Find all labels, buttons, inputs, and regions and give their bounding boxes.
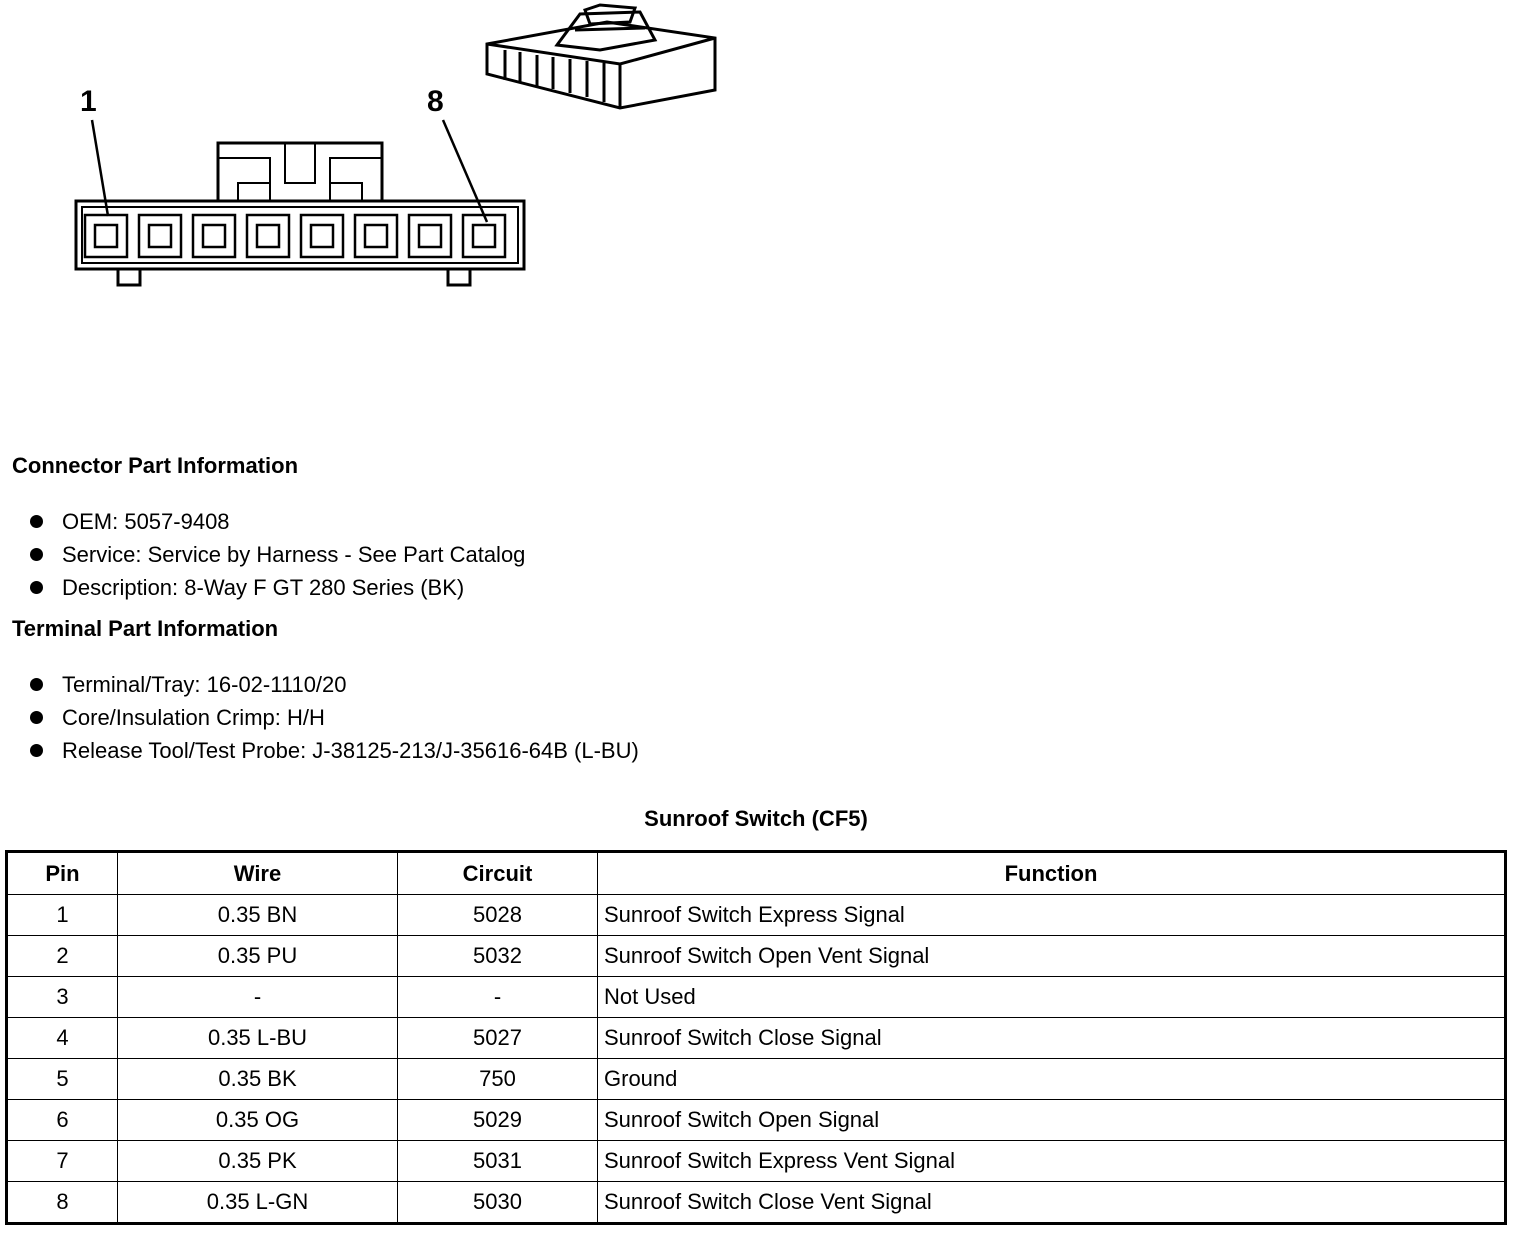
- column-header-circuit: Circuit: [398, 852, 598, 895]
- table-row: [7, 1018, 1506, 1059]
- circuit-cell: 5030: [398, 1182, 598, 1224]
- list-item: Description: 8-Way F GT 280 Series (BK): [30, 571, 525, 604]
- function-cell: Sunroof Switch Open Vent Signal: [598, 936, 1506, 977]
- pin-1-label: 1: [80, 85, 97, 118]
- table-header-row: [7, 852, 1506, 895]
- connector-diagram: [0, 0, 760, 300]
- bullet-icon: [30, 581, 43, 594]
- wire-cell: 0.35 PU: [118, 936, 398, 977]
- function-cell: Sunroof Switch Close Signal: [598, 1018, 1506, 1059]
- circuit-cell: 5031: [398, 1141, 598, 1182]
- circuit-cell: 5032: [398, 936, 598, 977]
- connector-info-title: Connector Part Information: [12, 453, 299, 478]
- wire-cell: 0.35 OG: [118, 1100, 398, 1141]
- circuit-cell: 5028: [398, 895, 598, 936]
- table-row: [7, 1182, 1506, 1224]
- table-title: Sunroof Switch (CF5): [644, 806, 868, 831]
- table-row: [7, 977, 1506, 1018]
- table-row: [7, 936, 1506, 977]
- table-row: [7, 895, 1506, 936]
- circuit-cell: -: [398, 977, 598, 1018]
- circuit-cell: 750: [398, 1059, 598, 1100]
- bullet-icon: [30, 711, 43, 724]
- wire-cell: 0.35 L-GN: [118, 1182, 398, 1224]
- pin-cell: 1: [7, 895, 118, 936]
- table-row: [7, 1100, 1506, 1141]
- column-header-pin: Pin: [7, 852, 118, 895]
- column-header-wire: Wire: [118, 852, 398, 895]
- pin-8-label: 8: [427, 85, 444, 118]
- wire-cell: -: [118, 977, 398, 1018]
- circuit-cell: 5029: [398, 1100, 598, 1141]
- connector-isometric-illustration: [487, 5, 715, 108]
- wire-cell: 0.35 BN: [118, 895, 398, 936]
- table-row: [7, 1059, 1506, 1100]
- list-item: OEM: 5057-9408: [30, 505, 525, 538]
- pinout-table: [5, 850, 1507, 1225]
- function-cell: Sunroof Switch Open Signal: [598, 1100, 1506, 1141]
- connector-info-list: [30, 505, 525, 604]
- pin-cell: 8: [7, 1182, 118, 1224]
- list-item: Core/Insulation Crimp: H/H: [30, 701, 639, 734]
- column-header-function: Function: [598, 852, 1506, 895]
- function-cell: Sunroof Switch Close Vent Signal: [598, 1182, 1506, 1224]
- bullet-icon: [30, 678, 43, 691]
- connector-front-view: [76, 143, 524, 285]
- pin-cell: 2: [7, 936, 118, 977]
- pin-cell: 6: [7, 1100, 118, 1141]
- pin-cell: 4: [7, 1018, 118, 1059]
- function-cell: Ground: [598, 1059, 1506, 1100]
- wire-cell: 0.35 PK: [118, 1141, 398, 1182]
- wire-cell: 0.35 L-BU: [118, 1018, 398, 1059]
- function-cell: Sunroof Switch Express Vent Signal: [598, 1141, 1506, 1182]
- pin-cell: 7: [7, 1141, 118, 1182]
- function-cell: Sunroof Switch Express Signal: [598, 895, 1506, 936]
- list-item: Service: Service by Harness - See Part Catalog: [30, 538, 525, 571]
- bullet-icon: [30, 744, 43, 757]
- table-row: [7, 1141, 1506, 1182]
- function-cell: Not Used: [598, 977, 1506, 1018]
- pin-cell: 5: [7, 1059, 118, 1100]
- list-item: Terminal/Tray: 16-02-1110/20: [30, 668, 639, 701]
- bullet-icon: [30, 515, 43, 528]
- circuit-cell: 5027: [398, 1018, 598, 1059]
- wire-cell: 0.35 BK: [118, 1059, 398, 1100]
- bullet-icon: [30, 548, 43, 561]
- list-item: Release Tool/Test Probe: J-38125-213/J-35616-64B (L-BU): [30, 734, 639, 767]
- terminal-info-title: Terminal Part Information: [12, 616, 279, 641]
- pin-cell: 3: [7, 977, 118, 1018]
- terminal-info-list: [30, 668, 639, 767]
